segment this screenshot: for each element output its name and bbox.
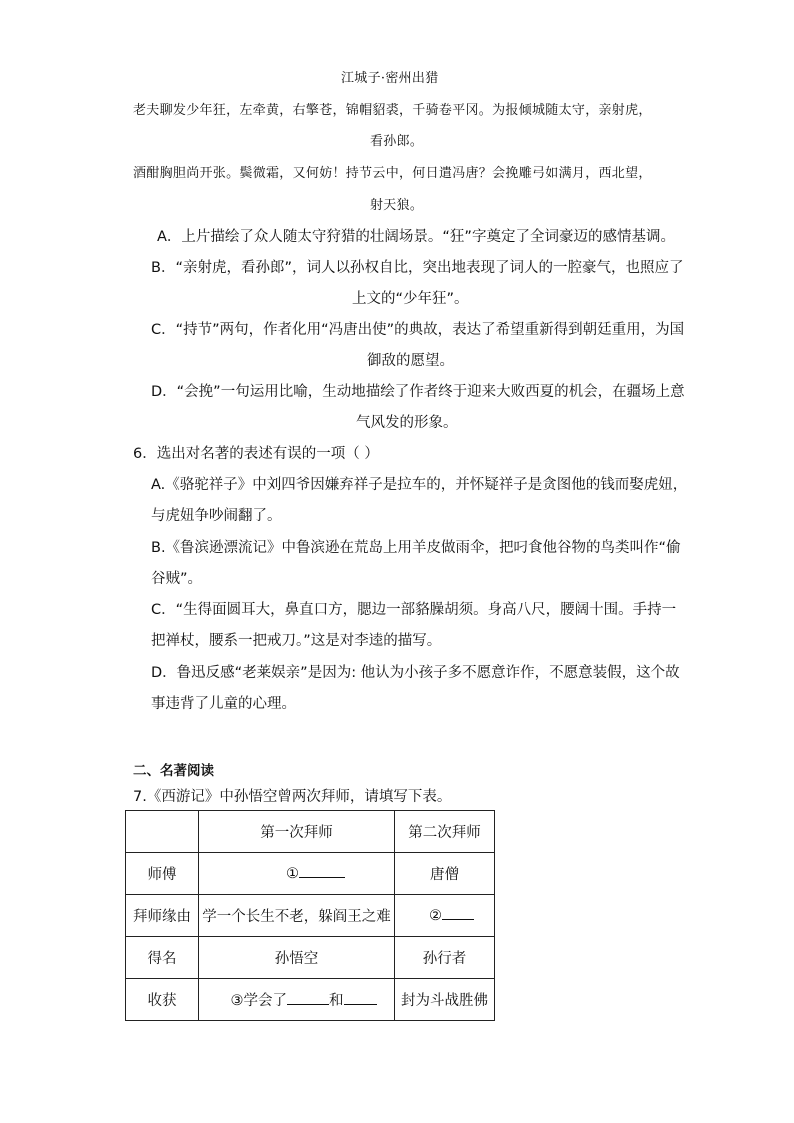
table-row bbox=[126, 895, 495, 937]
blank-marker: ③学会了 bbox=[230, 993, 287, 1009]
question-7-stem: 7.《西游记》中孙悟空曾两次拜师，请填写下表。 bbox=[133, 789, 452, 805]
conjunction: 和 bbox=[329, 993, 344, 1009]
blank-marker: ② bbox=[429, 907, 442, 924]
table-header-cell: 第二次拜师 bbox=[395, 811, 495, 853]
q6-option-d: D．鲁迅反感“老莱娱亲”是因为: 他认为小孩子多不愿意诈作，不愿意装假，这个故 bbox=[151, 665, 680, 681]
option-d-cont: 气风发的形象。 bbox=[356, 415, 458, 431]
q6-option-d-cont: 事违背了儿童的心理。 bbox=[151, 696, 296, 712]
table-header-cell: 第一次拜师 bbox=[199, 811, 395, 853]
row-label: 得名 bbox=[126, 937, 199, 979]
table-cell: 学一个长生不老，躲阎王之难 bbox=[199, 895, 395, 937]
q6-option-a-cont: 与虎妞争吵闹翻了。 bbox=[151, 508, 282, 524]
poem-line: 看孙郎。 bbox=[370, 134, 424, 149]
q6-option-b-cont: 谷贼”。 bbox=[151, 571, 203, 587]
option-c: C．“持节”两句，作者化用“冯唐出使”的典故，表达了希望重新得到朝廷重用，为国 bbox=[151, 322, 685, 338]
table-cell: 唐僧 bbox=[395, 853, 495, 895]
row-label: 师傅 bbox=[126, 853, 199, 895]
q6-option-b: B.《鲁滨逊漂流记》中鲁滨逊在荒岛上用羊皮做雨伞，把叼食他谷物的鸟类叫作“偷 bbox=[151, 540, 681, 556]
question-6-stem: 6．选出对名著的表述有误的一项（ ） bbox=[133, 446, 379, 462]
table-header-row bbox=[126, 811, 495, 853]
option-c-cont: 御敌的愿望。 bbox=[367, 353, 454, 369]
table-row bbox=[126, 979, 495, 1021]
teacher-table bbox=[125, 810, 495, 1021]
poem-title: 江城子·密州出猎 bbox=[341, 71, 439, 86]
row-label: 拜师缘由 bbox=[126, 895, 199, 937]
table-header-cell bbox=[126, 811, 199, 853]
fill-blank[interactable] bbox=[287, 1003, 329, 1005]
q6-option-c: C．“生得面圆耳大，鼻直口方，腮边一部貉臊胡须。身高八尺，腰阔十围。手持一 bbox=[151, 602, 677, 618]
option-b-cont: 上文的“少年狂”。 bbox=[352, 291, 469, 307]
poem-line: 射天狼。 bbox=[370, 198, 424, 213]
fill-blank[interactable] bbox=[344, 1003, 377, 1005]
table-cell: 孙悟空 bbox=[199, 937, 395, 979]
fill-blank[interactable] bbox=[299, 876, 345, 878]
option-b: B．“亲射虎，看孙郎”，词人以孙权自比，突出地表现了词人的一腔豪气，也照应了 bbox=[151, 260, 684, 276]
table-cell: 孙行者 bbox=[395, 937, 495, 979]
option-a: A．上片描绘了众人随太守狩猎的壮阔场景。“狂”字奠定了全词豪迈的感情基调。 bbox=[157, 229, 675, 245]
row-label: 收获 bbox=[126, 979, 199, 1021]
answer-blank-2[interactable] bbox=[395, 895, 495, 937]
fill-blank[interactable] bbox=[442, 918, 474, 920]
table-row bbox=[126, 853, 495, 895]
poem-line: 酒酣胸胆尚开张。鬓微霜，又何妨！持节云中，何日遣冯唐？会挽雕弓如满月，西北望， bbox=[133, 166, 652, 181]
q6-option-a: A.《骆驼祥子》中刘四爷因嫌弃祥子是拉车的，并怀疑祥子是贪图他的钱而娶虎妞， bbox=[151, 477, 688, 493]
table-cell: 封为斗战胜佛 bbox=[395, 979, 495, 1021]
table-row bbox=[126, 937, 495, 979]
poem-line: 老夫聊发少年狂，左牵黄，右擎苍，锦帽貂裘，千骑卷平冈。为报倾城随太守，亲射虎， bbox=[133, 103, 652, 118]
blank-marker: ① bbox=[286, 865, 299, 882]
answer-blank-3[interactable] bbox=[199, 979, 395, 1021]
answer-blank-1[interactable] bbox=[199, 853, 395, 895]
q6-option-c-cont: 把禅杖，腰系一把戒刀。”这是对李逵的描写。 bbox=[151, 633, 442, 649]
section-heading: 二、名著阅读 bbox=[133, 763, 214, 779]
option-d: D．“会挽”一句运用比喻，生动地描绘了作者终于迎来大败西夏的机会，在疆场上意 bbox=[151, 384, 685, 400]
